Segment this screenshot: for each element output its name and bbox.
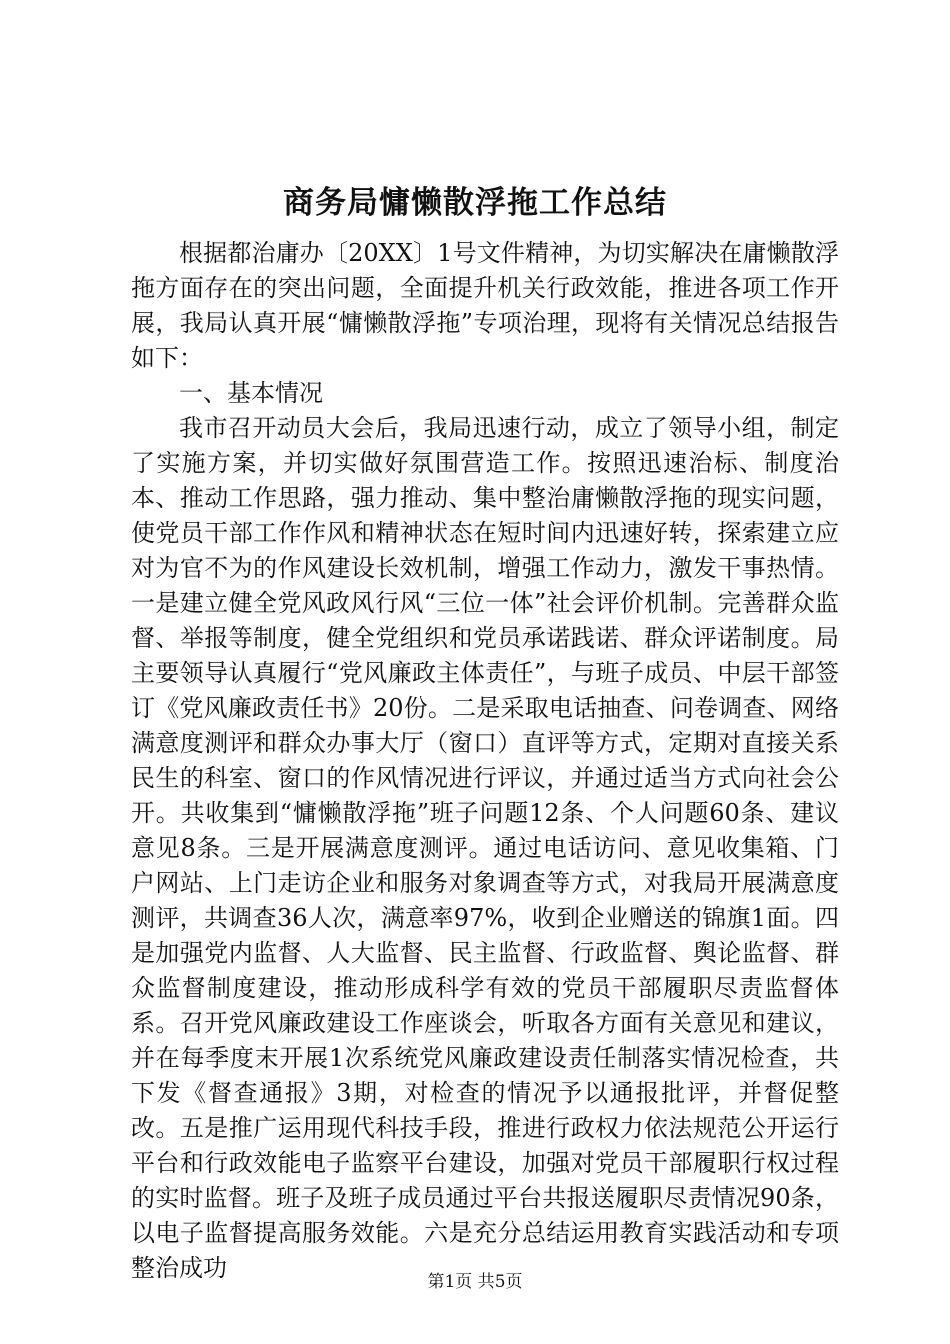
page-number: 第1页 共5页: [427, 1272, 523, 1292]
document-body: [131, 236, 839, 1286]
section-heading: 一、基本情况: [179, 379, 323, 407]
intro-paragraph: 根据都治庸办〔20XX〕1号文件精神，为切实解决在庸懒散浮拖方面存在的突出问题，全面提升机关行政效能，推进各项工作开展，我局认真开展“慵懒散浮拖”专项治理，现将有关情况总结报告如下：: [131, 239, 839, 372]
document-title: 商务局慵懒散浮拖工作总结: [283, 185, 667, 221]
body-paragraph: 我市召开动员大会后，我局迅速行动，成立了领导小组，制定了实施方案，并切实做好氛围营造工作。按照迅速治标、制度治本、推动工作思路，强力推动、集中整治庸懒散浮拖的现实问题，使党员干部工作作风和精神状态在短时间内迅速好转，探索建立应对为官不为的作风建设长效机制，增强工作动力，激发干事热情。一是建立健全党风政风行风“三位一体”社会评价机制。完善群众监督、举报等制度，健全党组织和党员承诺践诺、群众评诺制度。局主要领导认真履行“党风廉政主体责任”，与班子成员、中层干部签订《党风廉政责任书》20份。二是采取电话抽查、问卷调查、网络满意度测评和群众办事大厅（窗口）直评等方式，定期对直接关系民生的科室、窗口的作风情况进行评议，并通过适当方式向社会公开。共收集到“慵懒散浮拖”班子问题12条、个人问题60条、建议意见8条。三是开展满意度测评。通过电话访问、意见收集箱、门户网站、上门走访企业和服务对象调查等方式，对我局开展满意度测评，共调查36人次，满意率97%，收到企业赠送的锦旗1面。四是加强党内监督、人大监督、民主监督、行政监督、舆论监督、群众监督制度建设，推动形成科学有效的党员干部履职尽责监督体系。召开党风廉政建设工作座谈会，听取各方面有关意见和建议，并在每季度末开展1次系统党风廉政建设责任制落实情况检查，共下发《督查通报》3期，对检查的情况予以通报批评，并督促整改。五是推广运用现代科技手段，推进行政权力依法规范公开运行平台和行政效能电子监察平台建设，加强对党员干部履职行权过程的实时监督。班子及班子成员通过平台共报送履职尽责情况90条，以电子监督提高服务效能。六是充分总结运用教育实践活动和专项整治成功: [131, 414, 839, 1282]
